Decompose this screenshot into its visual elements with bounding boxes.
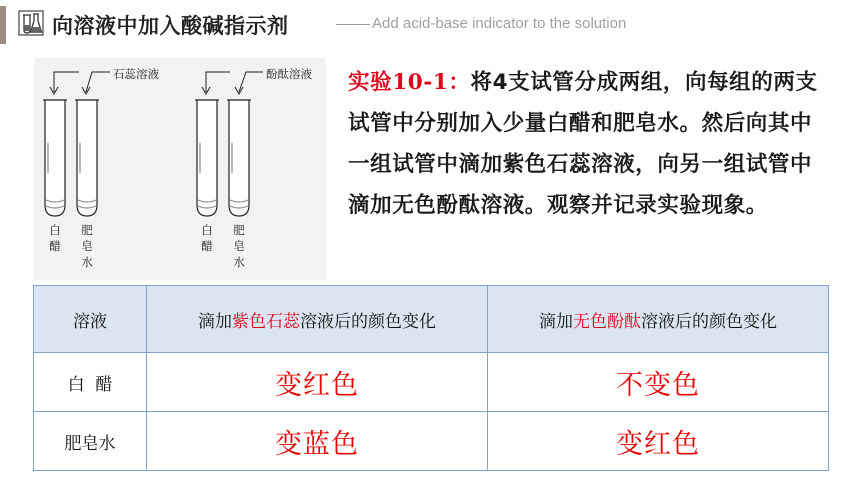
title-divider <box>336 24 370 25</box>
row-solution: 白 醋 <box>34 353 147 412</box>
phenolphthalein-label: 酚酞溶液 <box>266 67 312 81</box>
litmus-result: 变红色 <box>147 353 488 412</box>
title-accent-bar <box>0 6 6 44</box>
page-title: 向溶液中加入酸碱指示剂 <box>52 14 289 38</box>
tube-label: 肥皂水 <box>81 223 93 269</box>
tube-label: 肥皂水 <box>233 223 245 269</box>
test-tube <box>75 100 99 216</box>
litmus-result: 变蓝色 <box>147 412 488 471</box>
header-phenolphthalein: 滴加无色酚酞溶液后的颜色变化 <box>488 286 829 353</box>
phenolphthalein-result: 变红色 <box>488 412 829 471</box>
tube-label: 白醋 <box>49 223 61 253</box>
table-row <box>34 353 829 412</box>
experiment-label: 实验10-1： <box>348 70 471 95</box>
litmus-pointer <box>50 72 110 94</box>
litmus-label: 石蕊溶液 <box>113 67 159 81</box>
test-tube <box>195 100 219 216</box>
tube-label: 白醋 <box>201 223 213 253</box>
phenolphthalein-pointer <box>202 72 263 94</box>
phenolphthalein-result: 不变色 <box>488 353 829 412</box>
experiment-text: 将4支试管分成两组，向每组的两支试管中分别加入少量白醋和肥皂水。然后向其中一组试管中滴加紫色石蕊溶液，向另一组试管中滴加无色酚酞溶液。观察并记录实验现象。 <box>348 70 818 218</box>
test-tube <box>43 100 67 216</box>
experiment-description <box>348 62 828 226</box>
results-table <box>33 285 829 471</box>
page-subtitle: Add acid-base indicator to the solution <box>372 15 627 32</box>
flask-icon <box>16 8 46 38</box>
row-solution: 肥皂水 <box>34 412 147 471</box>
test-tube <box>227 100 251 216</box>
table-row <box>34 412 829 471</box>
header-litmus: 滴加紫色石蕊溶液后的颜色变化 <box>147 286 488 353</box>
table-header-row <box>34 286 829 353</box>
test-tube-illustration <box>34 58 326 280</box>
header-solution: 溶液 <box>34 286 147 353</box>
